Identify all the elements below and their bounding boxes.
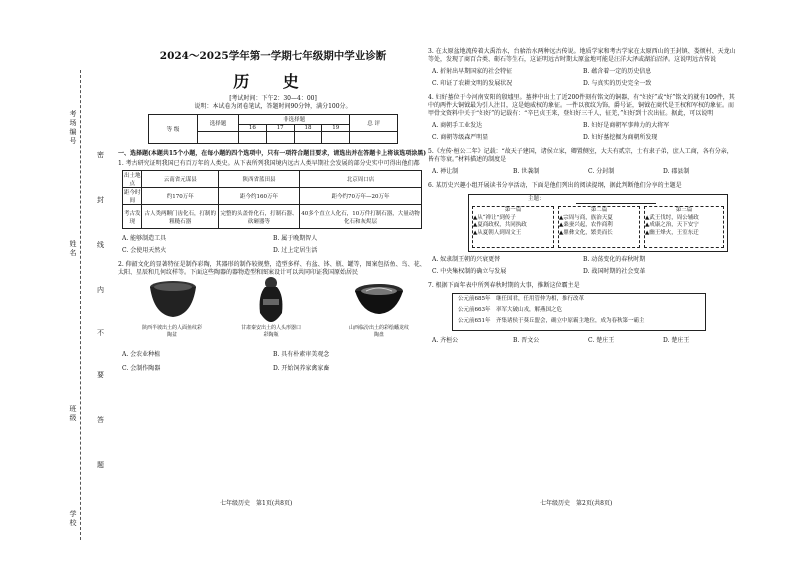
q4-option-b[interactable]: B. 妇好是商朝军事帅力的大将军	[583, 122, 670, 129]
col-head: 第三篇	[675, 207, 693, 213]
page-footer-2: 七年级历史 第2页(共8页)	[540, 500, 613, 507]
exam-title: 2024～2025学年第一学期七年级期中学业诊断	[159, 50, 387, 62]
section-heading: 一、选择题(本题共15个小题，在每小题的四个选项中，只有一项符合题目要求，请选出并在答题卡上将该选项涂黑)	[118, 150, 427, 157]
timeline-event: 公元前663年 率军大破山戎，解燕国之危	[458, 307, 562, 313]
score-cell[interactable]	[322, 132, 350, 144]
class-label: 班级	[69, 405, 77, 423]
q5-option-a[interactable]: A. 禅让制	[432, 168, 459, 175]
name-label: 姓名	[69, 240, 77, 258]
table-cell: 40多个直立人化石，10万件打制石器，大量动物化石和灰烬层	[299, 205, 421, 229]
q2-option-a[interactable]: A. 会农业种植	[122, 351, 161, 358]
col-line: ▲桑蚕兴起，农作商利	[559, 222, 613, 228]
col-line: ▲从夏朝人到周文王	[473, 229, 522, 236]
table-header: 出土地点	[123, 171, 142, 188]
col-line: ▲宗周与商，族治天夏	[559, 214, 613, 221]
outline-col-1	[472, 206, 554, 248]
exam-no-label: 考场编号	[69, 110, 77, 146]
q6-option-c[interactable]: C. 中央集权制的确立与发展	[432, 268, 507, 275]
table-header: 云南省元谋县	[142, 171, 219, 188]
q2-option-d[interactable]: D. 开始饲养家禽家畜	[273, 365, 330, 372]
score-table	[148, 114, 398, 144]
q-number: 19	[322, 124, 350, 131]
notice-char: 封	[97, 196, 104, 204]
q2-option-b[interactable]: B. 具有朴素审美观念	[273, 351, 330, 358]
table-cell: 古人类两颗门齿化石，打制的粗糙石器	[142, 205, 219, 229]
q-number: 18	[294, 124, 322, 131]
col-line: ▲幽王烽火，王室东迁	[645, 229, 699, 236]
nonchoice-header: 非选择题	[239, 115, 350, 125]
col-line: ▲成康之治，天下安宁	[645, 222, 699, 228]
q7-option-d[interactable]: D. 楚庄王	[663, 337, 690, 344]
outline-col-2	[558, 206, 640, 248]
seal-line	[80, 70, 81, 540]
timeline-event: 公元前651年 齐集诸侯于葵丘盟会，确立中原霸主地位，成为春秋第一霸主	[458, 318, 645, 324]
table-cell: 距今约160万年	[219, 188, 300, 205]
table-cell: 约170万年	[142, 188, 219, 205]
binding-strip	[40, 70, 110, 540]
q7-option-b[interactable]: B. 晋文公	[513, 337, 540, 344]
q6-outline	[428, 194, 738, 254]
q2-stem: 2. 仰韶文化的显著特征是制作彩陶，其器形的制作较规整，造型多样、有盆、钵、瓶、罐等，图案包括鱼、鸟、花、太阳、星辰和几何纹样等。下面这些陶器的器物造型和图案设计可以共同印证我国原始居民	[118, 261, 426, 276]
q4-stem: 4. 妇好墓位于今河南安阳的殷墟里。墓葬中出土了近200件刻有铭文的铜器，有“妇好”或“好”铭文的就有109件，其中的两件大铜钺最为引人注目，这是她威权的象征。一件以夜纹为饰，爵号证，铜钺在商代是王权和军权的象征。而甲骨文资料中关于“妇好”的记载有：“辛巳贞王来，登妇好三千人，征羌，”妇好到十次出征。据此，可以说明	[428, 94, 735, 117]
col-head: 第一篇	[504, 207, 522, 213]
q1-option-d[interactable]: D. 过上定居生活	[273, 247, 318, 254]
table-cell: 完整的头盖骨化石，打制石器、砍砸器等	[219, 205, 300, 229]
col-line: ▲武王伐纣，周公辅政	[645, 214, 699, 221]
q3-stem: 3. 在太原盆地流传着大禹治水，台骀治水两种远古传说。地质学家和考古学家在太原西山的王封镇、娄烦村、天龙山等处，发现了商百合类、砺石等生石，这证明远古时期太原盆地可能是汪洋大泽或湖泊沼泽。这说明远古传说	[428, 48, 736, 63]
human-head-vase-image	[256, 277, 286, 323]
score-cell[interactable]	[350, 132, 398, 144]
q5-option-b[interactable]: B. 世袭制	[513, 168, 540, 175]
q1-option-a[interactable]: A. 能够制造工具	[122, 235, 167, 242]
col-head: 第二篇	[590, 207, 608, 213]
q1-option-b[interactable]: B. 属于晚期智人	[273, 235, 318, 242]
caption-3: 山西临汾出土的彩绘蟠龙纹陶盘	[348, 325, 409, 338]
q4-option-d[interactable]: D. 妇好墓挖掘为商朝所发现	[583, 134, 658, 141]
q6-option-a[interactable]: A. 奴隶制王朝的兴衰更替	[432, 256, 501, 263]
total-header: 总 评	[350, 115, 398, 132]
q6-option-d[interactable]: D. 战国时期的社会变革	[583, 268, 646, 275]
q-number: 16	[239, 124, 267, 131]
caption-2: 甘肃秦安出土的人头形器口彩陶瓶	[240, 325, 301, 338]
q-number: 17	[266, 124, 294, 131]
exam-note: 说明：本试卷为闭卷笔试，答题时间90分钟，满分100分。	[194, 103, 352, 110]
q7-option-c[interactable]: C. 楚庄王	[588, 337, 615, 344]
q2-artifacts	[118, 277, 428, 345]
q2-option-c[interactable]: C. 会制作陶器	[122, 365, 161, 372]
notice-char: 密	[97, 151, 104, 159]
grade-label: 等 级	[149, 115, 198, 144]
table-header: 北京周口店	[299, 171, 421, 188]
table-cell: 距今约70万年—20万年	[299, 188, 421, 205]
q7-stem: 7. 根据下面年表中所列春秋时期的大事，推断这位霸主是	[428, 282, 580, 289]
notice-char: 线	[97, 241, 104, 249]
q3-option-b[interactable]: B. 蕴含着一定的历史信息	[583, 68, 652, 75]
table-row-label: 距今时间	[123, 188, 142, 205]
notice-char: 题	[97, 461, 104, 469]
q5-option-d[interactable]: D. 郡县制	[663, 168, 690, 175]
q3-option-d[interactable]: D. 与真实的历史完全一致	[583, 80, 652, 87]
col-line: ▲从“禅让”到传子	[473, 214, 516, 221]
q2-options	[118, 349, 428, 377]
q5-options	[428, 166, 738, 180]
score-cell[interactable]	[198, 132, 239, 144]
q6-options	[428, 254, 738, 280]
exam-time: [考试时间：下午2：30—4：00]	[229, 95, 317, 102]
score-cell[interactable]	[294, 132, 322, 144]
subject-title: 历 史	[233, 72, 313, 91]
q1-options	[118, 233, 428, 259]
outline-col-3	[644, 206, 724, 248]
q7-timeline	[428, 293, 738, 333]
q3-option-c[interactable]: C. 印证了农耕文明的发展状况	[432, 80, 513, 87]
notice-char: 不	[97, 329, 104, 337]
caption-1: 陕西半坡出土的人面鱼纹彩陶盆	[141, 325, 202, 338]
topic-label: 主题：	[528, 196, 545, 202]
table-header: 陕西省蓝田县	[219, 171, 300, 188]
score-cell[interactable]	[266, 132, 294, 144]
q1-option-c[interactable]: C. 会使用天然火	[122, 247, 167, 254]
q7-option-a[interactable]: A. 齐桓公	[432, 337, 459, 344]
left-column	[118, 40, 428, 377]
score-cell[interactable]	[239, 132, 267, 144]
q6-option-b[interactable]: B. 动荡变化的春秋时期	[583, 256, 646, 263]
school-label: 学校	[69, 510, 77, 528]
topic-blank	[576, 203, 656, 204]
q5-stem: 5.《左传·桓公二年》记载：“故天子建国，诸侯立家，卿置侧室，大夫有贰宗，士有隶子弟，庶人工商，各有分亲，皆有等衰。”材料描述的制度是	[428, 148, 733, 163]
notice-char: 答	[97, 416, 104, 424]
q6-stem: 6. 某历史兴趣小组开展读书分享活动，下面是他们列出的阅读提纲，据此判断他们分享的主题是	[428, 182, 682, 189]
fish-face-basin-image	[148, 279, 198, 319]
notice-char: 要	[97, 371, 104, 379]
q1-stem: 1. 考古研究证明我国已有百万年的人类史。从下表所列我国境内远古人类早期社会发展的部分史实中可得出他们都	[118, 160, 420, 167]
timeline-event: 公元前685年 继任国君，任用管仲为相，推行改革	[458, 296, 584, 302]
q4-options	[428, 120, 738, 146]
q5-option-c[interactable]: C. 分封制	[588, 168, 615, 175]
notice-char: 内	[97, 286, 104, 294]
q3-option-a[interactable]: A. 折射出早期国家的社会特征	[432, 68, 513, 75]
q4-option-a[interactable]: A. 商朝手工业发达	[432, 122, 483, 129]
q3-options	[428, 66, 738, 92]
col-line: ▲夏商政权，共同执政	[473, 222, 527, 228]
table-row-label: 考古发现	[123, 205, 142, 229]
page-footer-1: 七年级历史 第1页(共8页)	[220, 500, 293, 507]
q7-options	[428, 335, 738, 349]
q4-option-c[interactable]: C. 商朝等级森严明显	[432, 134, 489, 141]
col-line: ▲鼎彝文化，繁美而长	[559, 229, 613, 236]
q1-table	[122, 170, 422, 229]
dragon-plate-image	[354, 283, 404, 317]
choice-header: 选择题	[198, 115, 239, 132]
right-column	[428, 48, 738, 349]
